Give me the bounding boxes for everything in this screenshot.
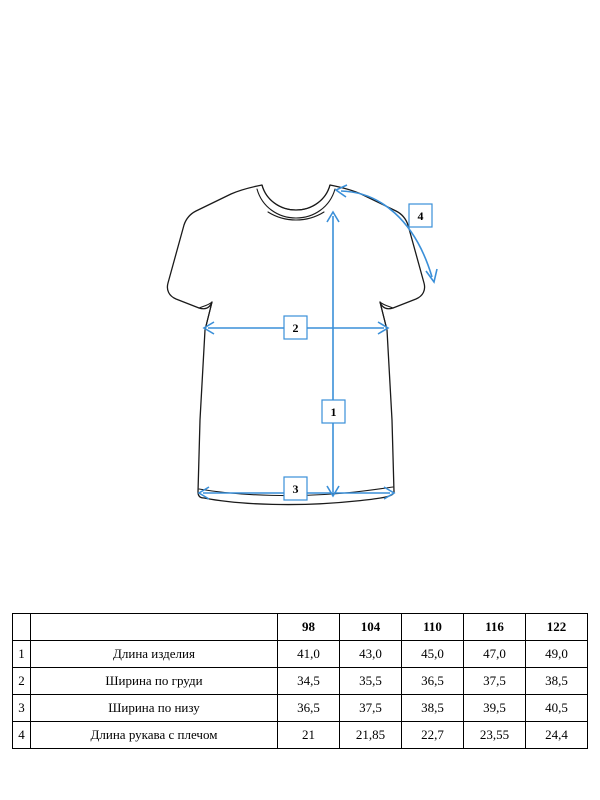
row-index: 4: [13, 722, 31, 749]
marker-3-label: 3: [292, 482, 299, 496]
cell-value: 43,0: [340, 641, 402, 668]
cell-value: 36,5: [278, 695, 340, 722]
marker-4-label: 4: [417, 209, 424, 223]
corner-cell: [13, 614, 31, 641]
row-name: Ширина по низу: [31, 695, 278, 722]
cell-value: 40,5: [526, 695, 588, 722]
cell-value: 47,0: [464, 641, 526, 668]
table-row: [13, 641, 588, 668]
table-row: [13, 722, 588, 749]
marker-2: [284, 316, 307, 339]
size-header-104: 104: [340, 614, 402, 641]
cell-value: 39,5: [464, 695, 526, 722]
cell-value: 35,5: [340, 668, 402, 695]
cell-value: 34,5: [278, 668, 340, 695]
marker-3: [284, 477, 307, 500]
row-name: Длина рукава с плечом: [31, 722, 278, 749]
table-row: [13, 668, 588, 695]
row-name: Длина изделия: [31, 641, 278, 668]
cell-value: 36,5: [402, 668, 464, 695]
name-header: [31, 614, 278, 641]
table-header-row: [13, 614, 588, 641]
size-header-116: 116: [464, 614, 526, 641]
tshirt-outline: [167, 185, 424, 505]
cell-value: 22,7: [402, 722, 464, 749]
cell-value: 21,85: [340, 722, 402, 749]
marker-1-label: 1: [330, 405, 337, 419]
cell-value: 41,0: [278, 641, 340, 668]
row-index: 2: [13, 668, 31, 695]
cell-value: 37,5: [464, 668, 526, 695]
marker-2-label: 2: [292, 321, 299, 335]
size-header-122: 122: [526, 614, 588, 641]
cell-value: 37,5: [340, 695, 402, 722]
cell-value: 24,4: [526, 722, 588, 749]
row-index: 3: [13, 695, 31, 722]
cell-value: 38,5: [526, 668, 588, 695]
row-index: 1: [13, 641, 31, 668]
size-header-110: 110: [402, 614, 464, 641]
cell-value: 38,5: [402, 695, 464, 722]
size-table: [12, 613, 588, 749]
row-name: Ширина по груди: [31, 668, 278, 695]
cell-value: 45,0: [402, 641, 464, 668]
marker-1: [322, 400, 345, 423]
cell-value: 21: [278, 722, 340, 749]
table-row: [13, 695, 588, 722]
cell-value: 23,55: [464, 722, 526, 749]
marker-4: [409, 204, 432, 227]
size-header-98: 98: [278, 614, 340, 641]
cell-value: 49,0: [526, 641, 588, 668]
